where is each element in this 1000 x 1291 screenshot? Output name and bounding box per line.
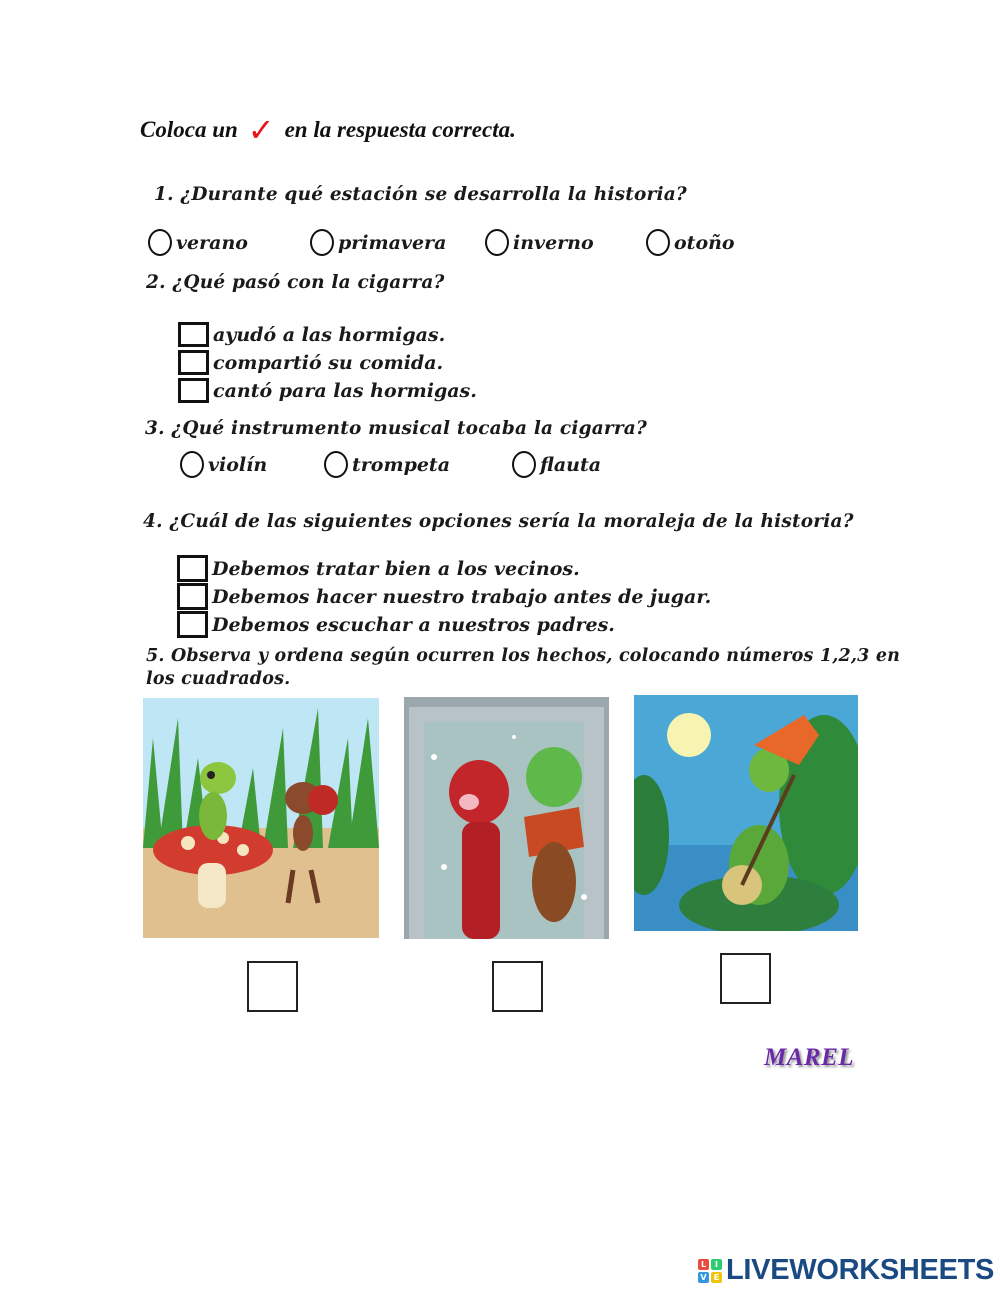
option-label: cantó para las hormigas.: [213, 379, 477, 402]
checkbox[interactable]: [178, 322, 209, 347]
q3-option-flauta[interactable]: [512, 451, 601, 478]
option-label: compartió su comida.: [213, 351, 444, 374]
instruction: [140, 111, 516, 149]
checkbox[interactable]: [177, 583, 208, 610]
option-label: otoño: [674, 231, 735, 254]
question-1: 1. ¿Durante qué estación se desarrolla la historia?: [154, 184, 687, 205]
option-label: violín: [208, 453, 268, 476]
checkbox[interactable]: [178, 350, 209, 375]
option-label: ayudó a las hormigas.: [213, 323, 446, 346]
question-5-line-1: 5. Observa y ordena según ocurren los hechos, colocando números 1,2,3 en: [146, 646, 901, 666]
q3-option-violin[interactable]: [180, 451, 267, 478]
author-signature: MAREL: [764, 1044, 855, 1071]
option-label: primavera: [338, 231, 447, 254]
story-image-2: [404, 697, 609, 939]
q1-option-primavera[interactable]: [310, 229, 446, 256]
q4-option-3[interactable]: [177, 611, 615, 638]
option-label: inverno: [513, 231, 594, 254]
radio-button[interactable]: [148, 229, 172, 256]
q1-option-verano[interactable]: [148, 229, 248, 256]
q4-option-2[interactable]: [177, 583, 711, 610]
checkbox[interactable]: [177, 555, 208, 582]
question-3: 3. ¿Qué instrumento musical tocaba la cigarra?: [145, 418, 648, 439]
q1-option-otono[interactable]: [646, 229, 735, 256]
checkbox[interactable]: [177, 611, 208, 638]
radio-button[interactable]: [485, 229, 509, 256]
option-label: Debemos hacer nuestro trabajo antes de jugar.: [212, 585, 712, 608]
option-label: verano: [176, 231, 248, 254]
radio-button[interactable]: [180, 451, 204, 478]
option-label: flauta: [540, 453, 602, 476]
radio-button[interactable]: [310, 229, 334, 256]
radio-button[interactable]: [512, 451, 536, 478]
q2-option-3[interactable]: [178, 378, 477, 403]
liveworksheets-icon: L I V E: [698, 1259, 722, 1283]
q2-option-1[interactable]: [178, 322, 445, 347]
order-box-1[interactable]: [247, 961, 298, 1012]
option-label: trompeta: [352, 453, 451, 476]
checkbox[interactable]: [178, 378, 209, 403]
q4-option-1[interactable]: [177, 555, 580, 582]
option-label: Debemos tratar bien a los vecinos.: [212, 557, 580, 580]
question-2: 2. ¿Qué pasó con la cigarra?: [146, 272, 445, 293]
option-label: Debemos escuchar a nuestros padres.: [212, 613, 615, 636]
q2-option-2[interactable]: [178, 350, 443, 375]
story-image-3: [634, 695, 858, 931]
checkmark-icon: ✓: [247, 111, 275, 149]
order-box-2[interactable]: [492, 961, 543, 1012]
q1-option-inverno[interactable]: [485, 229, 594, 256]
radio-button[interactable]: [324, 451, 348, 478]
brand-logo: [698, 1254, 994, 1287]
question-4: 4. ¿Cuál de las siguientes opciones sería la moraleja de la historia?: [143, 511, 854, 532]
instruction-before: Coloca un: [140, 117, 238, 142]
radio-button[interactable]: [646, 229, 670, 256]
story-image-1: [143, 698, 379, 938]
q3-option-trompeta[interactable]: [324, 451, 450, 478]
brand-name: LIVEWORKSHEETS: [726, 1254, 995, 1286]
instruction-after: en la respuesta correcta.: [284, 117, 516, 142]
order-box-3[interactable]: [720, 953, 771, 1004]
question-5-line-2: los cuadrados.: [146, 669, 291, 689]
